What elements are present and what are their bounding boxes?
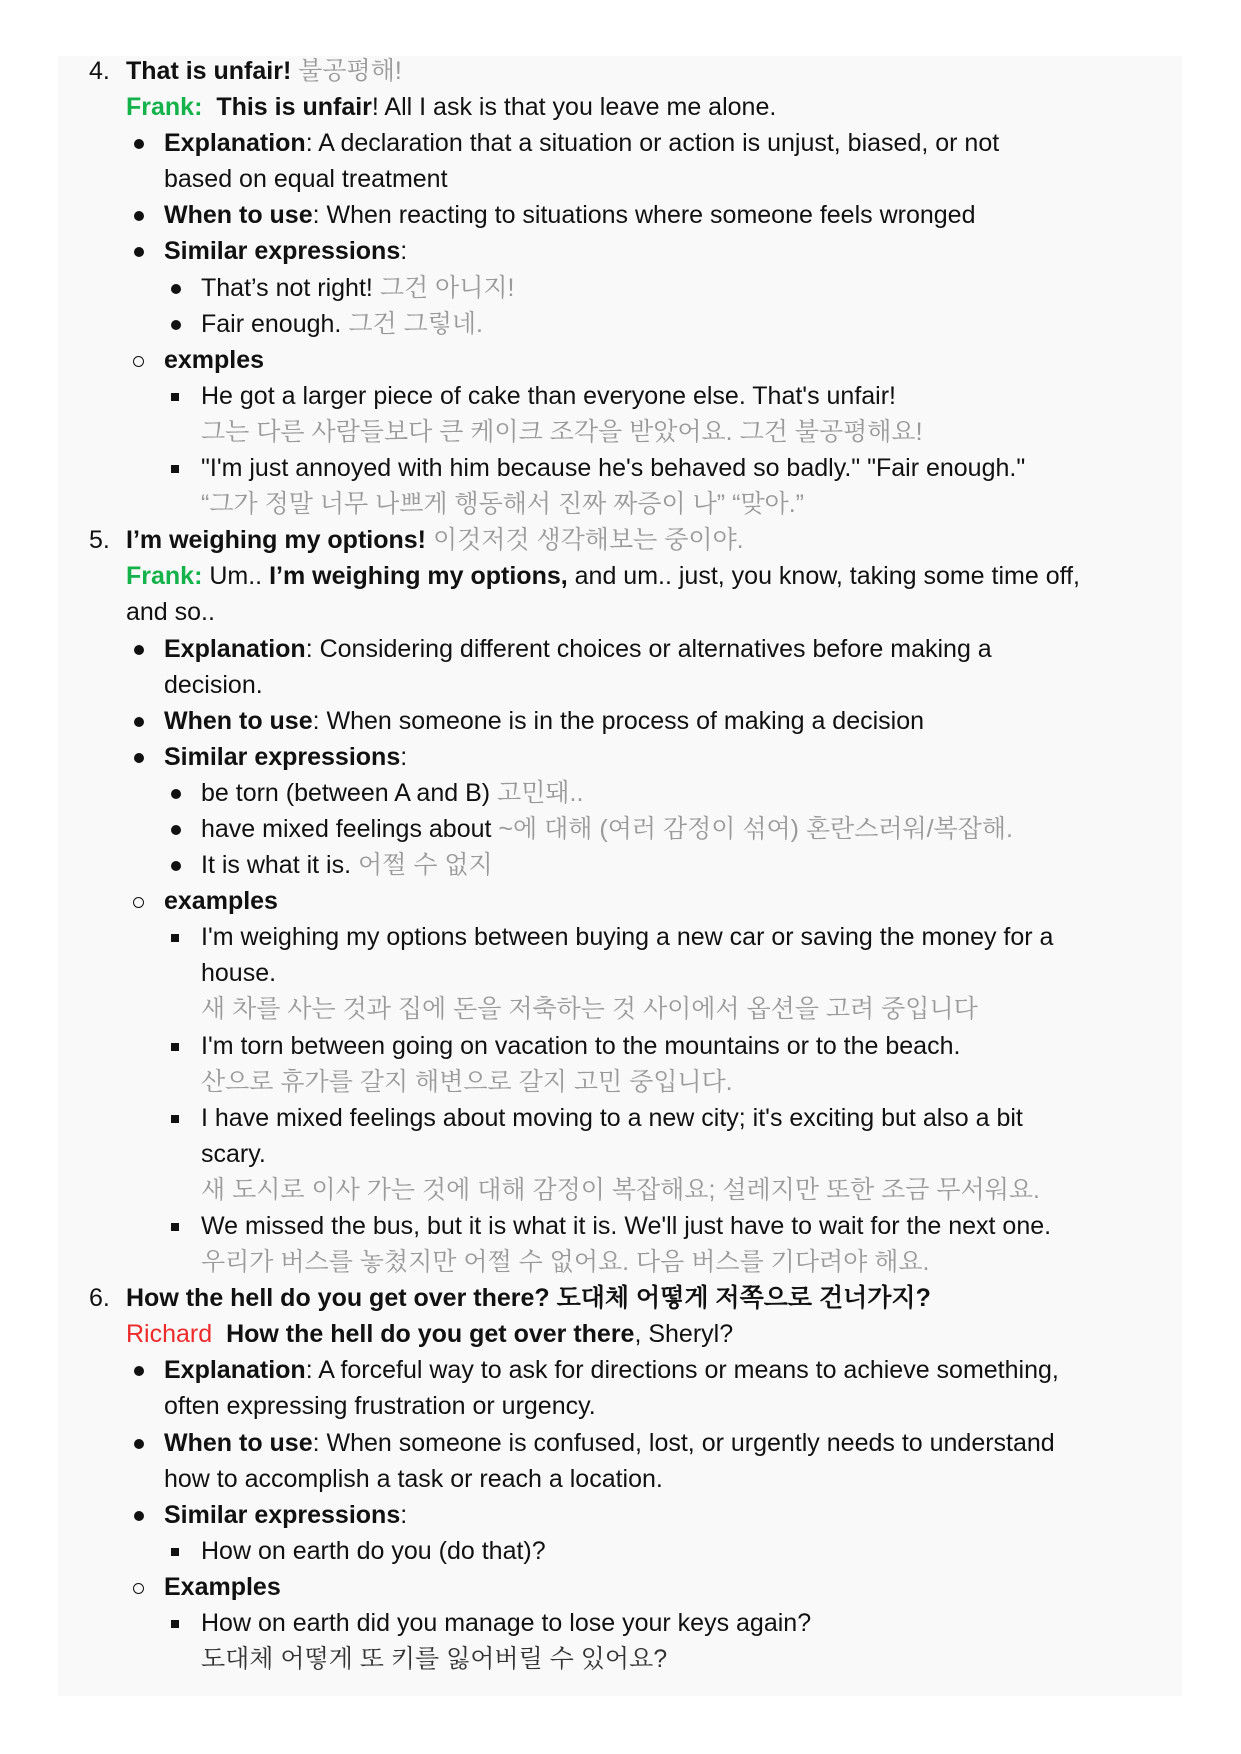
expression-korean: 도대체 어떻게 저쪽으로 건너가지? [556, 1284, 931, 1313]
bullet-icon [171, 320, 181, 330]
explanation [0, 125, 1241, 161]
item-number: 6. [89, 1284, 110, 1313]
speaker-label: Richard [126, 1320, 213, 1349]
similar-item [0, 306, 1241, 342]
example-cont: scary. [201, 1139, 266, 1168]
label: When to use [164, 201, 313, 230]
similar-expressions [0, 233, 1241, 269]
bullet-icon [134, 1439, 144, 1449]
label: Examples [164, 1572, 281, 1601]
speaker-label: Frank: [126, 562, 203, 591]
example [0, 1028, 1241, 1064]
quote-text: ! All I ask is that you leave me alone. [371, 93, 777, 122]
en: That’s not right! [201, 273, 373, 302]
example-ko: 우리가 버스를 놓쳤지만 어쩔 수 없어요. 다음 버스를 기다려야 해요. [201, 1248, 930, 1277]
explanation-cont: decision. [164, 670, 263, 699]
bullet-icon [134, 1366, 144, 1376]
similar-item [0, 847, 1241, 883]
circle-bullet-icon [133, 1583, 144, 1594]
en: "I'm just annoyed with him because he's behaved so badly." "Fair enough." [201, 454, 1026, 483]
examples-heading [0, 883, 1241, 919]
example-ko: 산으로 휴가를 갈지 해변으로 갈지 고민 중입니다. [201, 1067, 733, 1096]
item-number: 5. [89, 526, 110, 555]
label: Similar expressions [164, 1500, 401, 1529]
text: : Considering different choices or alternatives before making a [305, 634, 992, 663]
bullet-icon [171, 825, 181, 835]
square-bullet-icon [171, 1223, 179, 1231]
expression-title: I’m weighing my options! [126, 526, 426, 555]
explanation [0, 631, 1241, 667]
text: : A forceful way to ask for directions or means to achieve something, [305, 1356, 1059, 1385]
colon: : [400, 237, 408, 266]
similar-item [0, 1533, 1241, 1569]
square-bullet-icon [171, 393, 179, 401]
ko: 그건 그렇네. [348, 309, 483, 338]
bullet-icon [171, 861, 181, 871]
dialogue-line [0, 89, 1241, 125]
example [0, 1605, 1241, 1641]
en: Fair enough. [201, 309, 342, 338]
explanation [0, 1352, 1241, 1388]
ko: 어쩔 수 없지 [358, 851, 493, 880]
example-ko: 그는 다른 사람들보다 큰 케이크 조각을 받았어요. 그건 불공평해요! [201, 417, 923, 446]
when-to-use [0, 197, 1241, 233]
bullet-icon [134, 717, 144, 727]
dialogue-line [0, 558, 1241, 594]
bullet-icon [134, 139, 144, 149]
expression-korean: 이것저것 생각해보는 중이야. [432, 526, 744, 555]
bullet-icon [134, 645, 144, 655]
speaker-label: Frank: [126, 93, 203, 122]
when-to-use-cont: how to accomplish a task or reach a location. [164, 1464, 663, 1493]
similar-item [0, 811, 1241, 847]
label: Explanation [164, 1356, 306, 1385]
square-bullet-icon [171, 1620, 179, 1628]
expression-korean: 불공평해! [298, 57, 402, 85]
en: be torn (between A and B) [201, 778, 491, 807]
en: He got a larger piece of cake than everyone else. That's unfair! [201, 381, 896, 410]
example-cont: house. [201, 959, 277, 988]
example-ko: 도대체 어떻게 또 키를 잃어버릴 수 있어요? [201, 1645, 668, 1674]
item-6-heading [0, 1280, 1241, 1316]
example-ko: “그가 정말 너무 나쁘게 행동해서 진짜 짜증이 나” “맞아.” [201, 490, 804, 519]
example [0, 450, 1241, 486]
bullet-icon [134, 211, 144, 221]
square-bullet-icon [171, 1548, 179, 1556]
example [0, 1208, 1241, 1244]
quote-text: and um.. just, you know, taking some time off, [567, 562, 1080, 591]
label: Similar expressions [164, 742, 401, 771]
label: examples [164, 887, 278, 916]
en: We missed the bus, but it is what it is. We'll just have to wait for the next one. [201, 1212, 1052, 1240]
bullet-icon [171, 284, 181, 294]
text: Um.. [202, 562, 270, 591]
label: When to use [164, 706, 313, 735]
bullet-icon [134, 1511, 144, 1521]
text: : When reacting to situations where someone feels wronged [312, 201, 976, 230]
example-ko: 새 도시로 이사 가는 것에 대해 감정이 복잡해요; 설레지만 또한 조금 무서워요. [201, 1175, 1040, 1204]
examples-heading [0, 342, 1241, 378]
ko: ~에 대해 (여러 감정이 섞여) 혼란스러워/복잡해. [498, 814, 1013, 843]
example [0, 919, 1241, 955]
en: I have mixed feelings about moving to a new city; it's exciting but also a bit [201, 1103, 1023, 1132]
document-content [0, 53, 1241, 1677]
square-bullet-icon [171, 934, 179, 942]
quote-bold: This is unfair [216, 93, 372, 122]
en: I'm weighing my options between buying a new car or saving the money for a [201, 923, 1054, 952]
quote-bold: I’m weighing my options, [269, 562, 568, 591]
expression-title: How the hell do you get over there? [126, 1284, 550, 1313]
examples-heading [0, 1569, 1241, 1605]
quote-text: , Sheryl? [634, 1320, 734, 1349]
explanation-cont: often expressing frustration or urgency. [164, 1392, 596, 1421]
example-ko: 새 차를 사는 것과 집에 돈을 저축하는 것 사이에서 옵션을 고려 중입니다 [201, 995, 978, 1024]
bullet-icon [134, 247, 144, 257]
similar-item [0, 775, 1241, 811]
label: Explanation [164, 129, 306, 158]
quote-bold: How the hell do you get over there [226, 1320, 635, 1349]
similar-expressions [0, 739, 1241, 775]
text: : A declaration that a situation or action is unjust, biased, or not [305, 129, 1000, 158]
ko: 고민돼.. [497, 778, 584, 807]
square-bullet-icon [171, 1043, 179, 1051]
similar-item [0, 270, 1241, 306]
example [0, 378, 1241, 414]
en: have mixed feelings about [201, 814, 492, 843]
label: Similar expressions [164, 237, 401, 266]
similar-expressions [0, 1497, 1241, 1533]
label: Explanation [164, 634, 306, 663]
label: exmples [164, 345, 265, 374]
expression-title: That is unfair! [126, 57, 292, 85]
text: : When someone is confused, lost, or urgently needs to understand [312, 1428, 1055, 1457]
item-4-heading [0, 53, 1241, 89]
label: When to use [164, 1428, 313, 1457]
square-bullet-icon [171, 465, 179, 473]
en: How on earth did you manage to lose your keys again? [201, 1609, 812, 1638]
explanation-cont: based on equal treatment [164, 165, 448, 194]
dialogue-cont: and so.. [126, 598, 215, 627]
item-5-heading [0, 522, 1241, 558]
square-bullet-icon [171, 1115, 179, 1123]
dialogue-line [0, 1316, 1241, 1352]
when-to-use [0, 703, 1241, 739]
colon: : [400, 742, 408, 771]
colon: : [400, 1500, 408, 1529]
example [0, 1100, 1241, 1136]
ko: 그건 아니지! [379, 273, 515, 302]
item-number: 4. [89, 57, 110, 85]
en: It is what it is. [201, 851, 352, 880]
circle-bullet-icon [133, 897, 144, 908]
text: : When someone is in the process of making a decision [312, 706, 925, 735]
en: I'm torn between going on vacation to the mountains or to the beach. [201, 1031, 961, 1060]
bullet-icon [171, 789, 181, 799]
en: How on earth do you (do that)? [201, 1536, 546, 1565]
bullet-icon [134, 753, 144, 763]
when-to-use [0, 1425, 1241, 1461]
circle-bullet-icon [133, 356, 144, 367]
